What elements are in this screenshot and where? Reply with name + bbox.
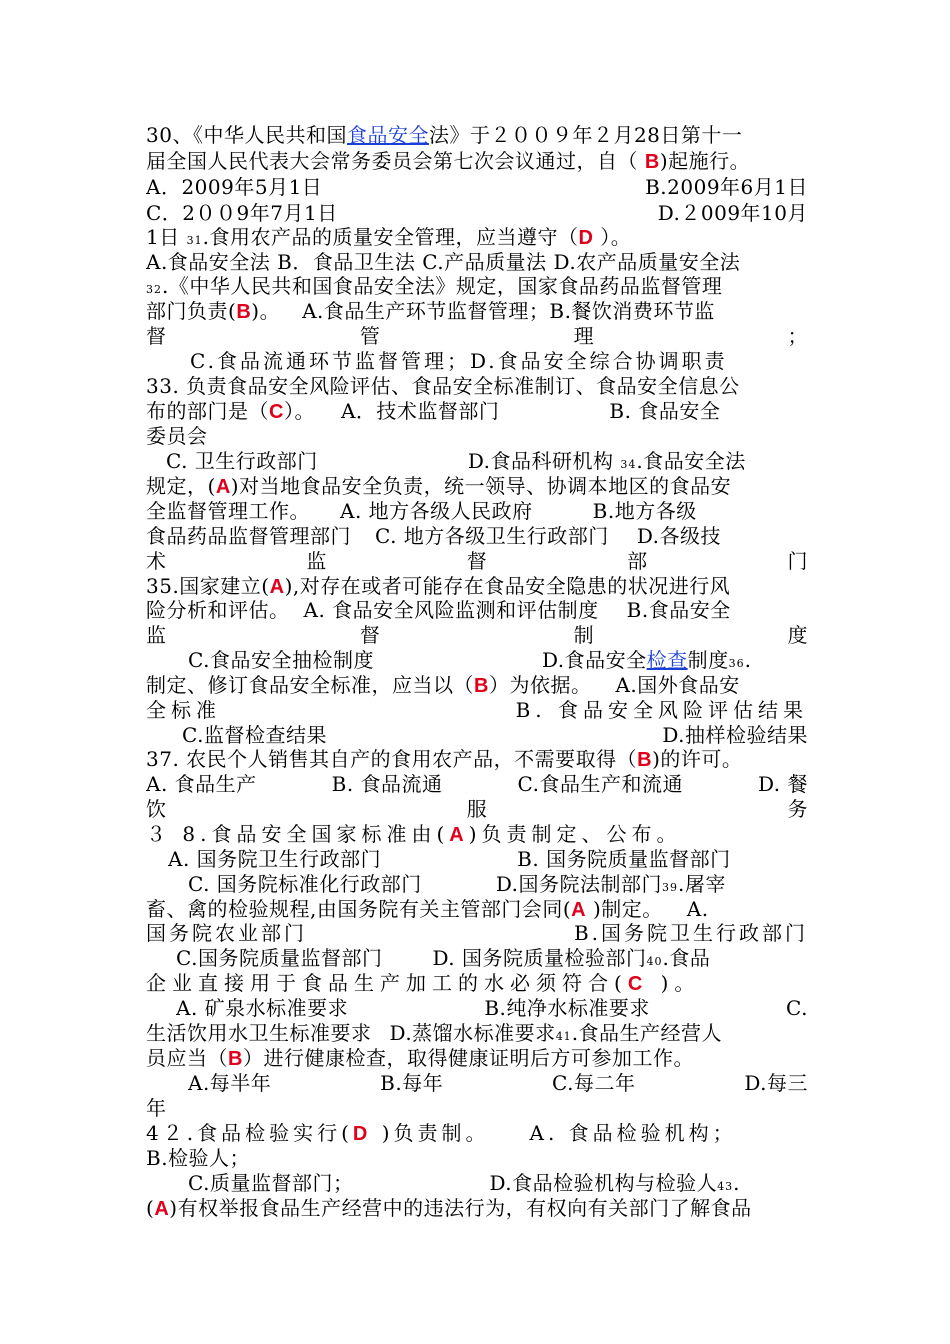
line-q42-c: C.质量监督部门； D.食品检验机构与检验人43. xyxy=(188,1171,740,1195)
line-q41-options: A.每半年 B.每年 C.每二年 D.每三 xyxy=(188,1071,808,1095)
answer-marker: C xyxy=(627,973,649,995)
answer-marker: D xyxy=(578,227,594,249)
inspection-link[interactable]: 检查 xyxy=(646,648,688,672)
answer-marker: A xyxy=(154,1198,170,1220)
answer-marker: B xyxy=(637,749,653,771)
line-q31-options: A.食品安全法 B．食品卫生法 C.产品质量法 D.农产品质量安全法 xyxy=(146,250,741,274)
line-q43: (A)有权举报食品生产经营中的违法行为，有权向有关部门了解食品 xyxy=(146,1196,752,1220)
answer-marker: C xyxy=(269,401,284,423)
line-q40: 企业直接用于食品生产加工的水必须符合(C )。 xyxy=(146,971,701,995)
line-q36: 制定、修订食品安全标准，应当以（B）为依据。 A.国外食品安 xyxy=(146,673,740,697)
line-q32-b: 部门负责(B)。 A.食品生产环节监督管理；B.餐饮消费环节监 xyxy=(146,299,715,323)
line-q36-c: C.监督检查结果 D.抽样检验结果 xyxy=(182,723,808,747)
line-q32-d: C.食品流通环节监督管理；D.食品安全综合协调职责 xyxy=(190,349,728,373)
line-q35-c: 监 督 制 度 xyxy=(146,623,808,647)
line-q34-e: 术 监 督 部 门 xyxy=(146,549,808,573)
answer-marker: B xyxy=(228,1048,243,1070)
answer-marker: B xyxy=(474,675,489,697)
line-q37: 37. 农民个人销售其自产的食用农产品，不需要取得（B)的许可。 xyxy=(146,747,743,771)
line-q40-b: A. 矿泉水标准要求 B.纯净水标准要求 C. xyxy=(176,996,808,1020)
line-q31: 1日 31.食用农产品的质量安全管理，应当遵守（D ）。 xyxy=(146,225,632,249)
line-q30-options-cd: C．2００9年7月1日 D.２009年10月 xyxy=(146,201,808,225)
answer-marker: A xyxy=(449,824,469,846)
line-q32: 32.《中华人民共和国食品安全法》规定，国家食品药品监督管理 xyxy=(146,274,723,298)
line-q42-b: B.检验人； xyxy=(146,1146,251,1170)
line-q39-b: 国务院农业部门 B.国务院卫生行政部门 xyxy=(146,921,808,945)
food-safety-link[interactable]: 食品安全 xyxy=(346,123,429,147)
line-q34-c: 全监督管理工作。 A. 地方各级人民政府 B.地方各级 xyxy=(146,499,697,523)
answer-marker: B xyxy=(644,151,660,173)
line-q32-c: 督 管 理 ； xyxy=(146,324,808,348)
answer-marker: A xyxy=(571,899,587,921)
answer-marker: B xyxy=(236,301,252,323)
line-q38-b: A. 国务院卫生行政部门 B. 国务院质量监督部门 xyxy=(168,847,731,871)
line-q39: 畜、禽的检验规程,由国务院有关主管部门会同(A )制定。 A. xyxy=(146,897,709,921)
line-q30-b: 届全国人民代表大会常务委员会第七次会议通过，自（ B)起施行。 xyxy=(146,149,751,173)
line-q34-d: 食品药品监督管理部门 C. 地方各级卫生行政部门 D.各级技 xyxy=(146,524,721,548)
line-q33-c: 委员会 xyxy=(146,424,208,448)
line-q42: 4２.食品检验实行(D )负责制。 A. 食品检验机构； xyxy=(146,1121,737,1145)
line-q38: ３ 8.食品安全国家标准由(A)负责制定、公布。 xyxy=(146,822,682,846)
line-q35-b: 险分析和评估。 A. 食品安全风险监测和评估制度 B.食品安全 xyxy=(146,598,731,622)
line-q34: C. 卫生行政部门 D.食品科研机构 34.食品安全法 xyxy=(166,449,746,473)
answer-marker: A xyxy=(269,576,285,598)
line-q35-d: C.食品安全抽检制度 D.食品安全检查制度36. xyxy=(188,648,752,672)
line-q38-c: C. 国务院标准化行政部门 D.国务院法制部门39.屠宰 xyxy=(188,872,726,896)
line-q41: 员应当（B）进行健康检查，取得健康证明后方可参加工作。 xyxy=(146,1046,694,1070)
line-q36-b: 全标准 B. 食品安全风险评估结果 xyxy=(146,698,808,722)
line-q33-b: 布的部门是（C）。 A．技术监督部门 B. 食品安全 xyxy=(146,399,721,423)
line-q30-options-ab: A．2009年5月1日 B.2009年6月1日 xyxy=(146,175,808,199)
line-q37-b: A. 食品生产 B. 食品流通 C.食品生产和流通 D. 餐 xyxy=(146,772,808,796)
line-q35: 35.国家建立(A),对存在或者可能存在食品安全隐患的状况进行风 xyxy=(146,574,731,598)
answer-marker: A xyxy=(215,476,231,498)
answer-marker: D xyxy=(352,1123,372,1145)
line-q40-c: 生活饮用水卫生标准要求 D.蒸馏水标准要求41.食品生产经营人 xyxy=(146,1021,723,1045)
line-q30-a: 30、《中华人民共和国食品安全法》于２００９年２月28日第十一 xyxy=(146,123,743,147)
line-q33: 33. 负责食品安全风险评估、食品安全标准制订、食品安全信息公 xyxy=(146,374,740,398)
line-q41-c: 年 xyxy=(146,1096,167,1120)
line-q34-b: 规定，(A)对当地食品安全负责，统一领导、协调本地区的食品安 xyxy=(146,474,732,498)
line-q39-c: C.国务院质量监督部门 D. 国务院质量检验部门40.食品 xyxy=(176,946,711,970)
line-q37-c: 饮 服 务 xyxy=(146,797,808,821)
